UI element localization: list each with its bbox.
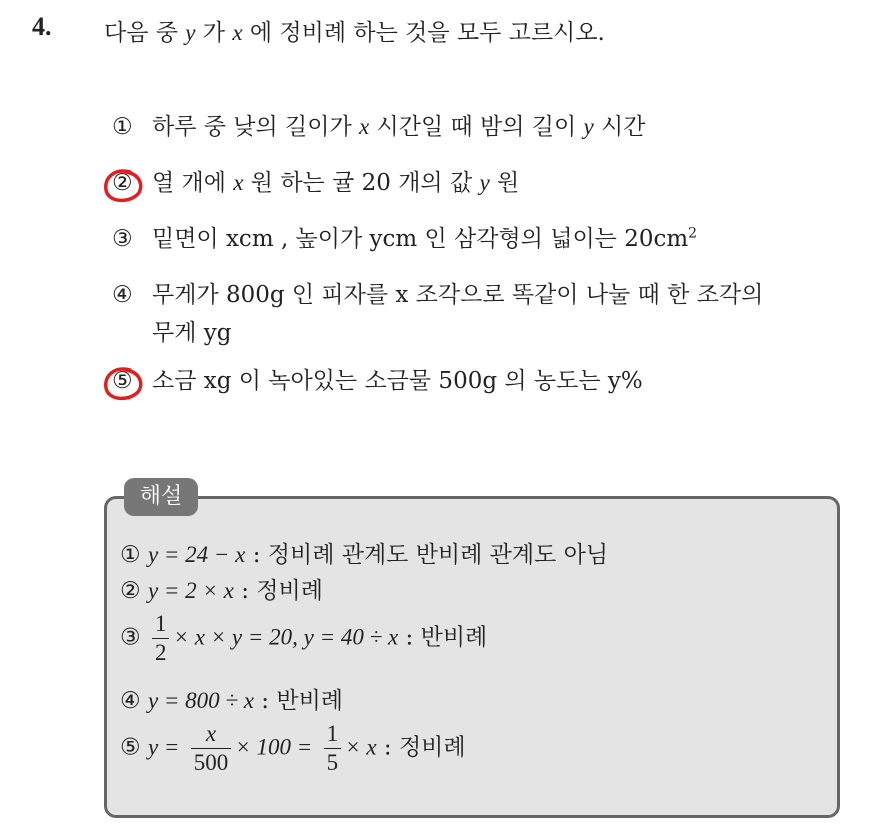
choice-4[interactable] bbox=[112, 276, 763, 309]
choice-number-label: ⑤ bbox=[112, 368, 133, 394]
choice-4-continuation: 무게 yg bbox=[152, 320, 232, 346]
denominator: 2 bbox=[154, 640, 167, 665]
solution-number: ⑤ bbox=[120, 734, 141, 761]
choice-text: 하루 중 낮의 길이가 bbox=[152, 114, 359, 140]
question-text bbox=[104, 14, 605, 47]
solution-number: ③ bbox=[120, 624, 141, 651]
solution-description: 정비례 bbox=[256, 578, 323, 604]
solution-description: 반비례 bbox=[276, 688, 344, 714]
fraction bbox=[324, 720, 342, 777]
choice-number bbox=[112, 170, 152, 196]
solution-equation: × x bbox=[345, 734, 377, 760]
choice-text: 밑면이 xcm , 높이가 ycm 인 삼각형의 넓이는 20cm bbox=[152, 226, 689, 252]
variable-x: x bbox=[233, 170, 244, 195]
choice-number: ④ bbox=[112, 282, 133, 308]
solution-line-4 bbox=[120, 682, 343, 715]
variable-x: x bbox=[232, 20, 243, 45]
fraction bbox=[191, 720, 232, 777]
variable-y: y bbox=[479, 170, 490, 195]
selected-circle-mark-icon bbox=[100, 166, 148, 206]
solution-number: ④ bbox=[120, 688, 141, 714]
denominator: 5 bbox=[326, 750, 339, 775]
solution-equation: y = 24 − x bbox=[147, 542, 246, 567]
selected-circle-mark-icon bbox=[100, 364, 148, 404]
explanation-tag: 해설 bbox=[124, 478, 198, 516]
exponent: 2 bbox=[688, 225, 698, 242]
question-text-part: 에 정비례 하는 것을 모두 고르시오. bbox=[242, 20, 605, 46]
solution-line-1 bbox=[120, 536, 608, 569]
choice-text: 열 개에 bbox=[152, 170, 234, 196]
solution-description: 정비례 bbox=[398, 734, 466, 761]
colon: : bbox=[398, 624, 421, 651]
choice-text: 원 bbox=[489, 170, 520, 196]
colon: : bbox=[254, 688, 277, 714]
numerator: 1 bbox=[152, 610, 170, 639]
choice-3[interactable] bbox=[112, 220, 697, 253]
variable-y: y bbox=[185, 20, 196, 45]
solution-line-2 bbox=[120, 572, 323, 605]
solution-equation: y = 800 ÷ x bbox=[147, 688, 254, 713]
solution-description: 정비례 관계도 반비례 관계도 아님 bbox=[267, 542, 609, 568]
choice-2[interactable] bbox=[112, 164, 519, 197]
colon: : bbox=[233, 578, 257, 604]
choice-text: 원 하는 귤 20 개의 값 bbox=[243, 170, 480, 196]
question-text-part: 다음 중 bbox=[104, 20, 186, 46]
choice-number bbox=[112, 368, 152, 394]
solution-equation: × x × y = 20, y = 40 ÷ x bbox=[173, 624, 399, 650]
choice-1[interactable] bbox=[112, 108, 646, 141]
solution-equation: y = 2 × x bbox=[147, 578, 234, 603]
choice-text: 시간 bbox=[593, 114, 646, 140]
solution-description: 반비례 bbox=[420, 624, 488, 651]
choice-text: 무게가 800g 인 피자를 x 조각으로 똑같이 나눌 때 한 조각의 bbox=[152, 282, 764, 308]
choice-text: 시간일 때 밤의 길이 bbox=[369, 114, 584, 140]
variable-x: x bbox=[359, 114, 370, 139]
solution-line-5 bbox=[120, 720, 466, 777]
solution-equation: × 100 = bbox=[235, 734, 313, 760]
colon: : bbox=[376, 734, 399, 761]
choice-5[interactable] bbox=[112, 362, 643, 395]
variable-y: y bbox=[583, 114, 594, 139]
denominator: 500 bbox=[193, 750, 229, 775]
solution-number: ② bbox=[120, 578, 141, 604]
choice-text: 소금 xg 이 녹아있는 소금물 500g 의 농도는 y% bbox=[152, 368, 643, 394]
colon: : bbox=[245, 542, 268, 568]
solution-line-3 bbox=[120, 610, 487, 667]
choice-number-label: ② bbox=[112, 170, 133, 196]
fraction bbox=[152, 610, 170, 667]
choice-number: ① bbox=[112, 114, 133, 140]
solution-number: ① bbox=[120, 542, 141, 568]
numerator: 1 bbox=[324, 720, 342, 749]
question-text-part: 가 bbox=[195, 20, 233, 46]
question-number: 4. bbox=[32, 12, 52, 41]
choice-number: ③ bbox=[112, 226, 133, 252]
numerator: x bbox=[191, 720, 232, 749]
solution-equation: y = bbox=[147, 734, 180, 760]
